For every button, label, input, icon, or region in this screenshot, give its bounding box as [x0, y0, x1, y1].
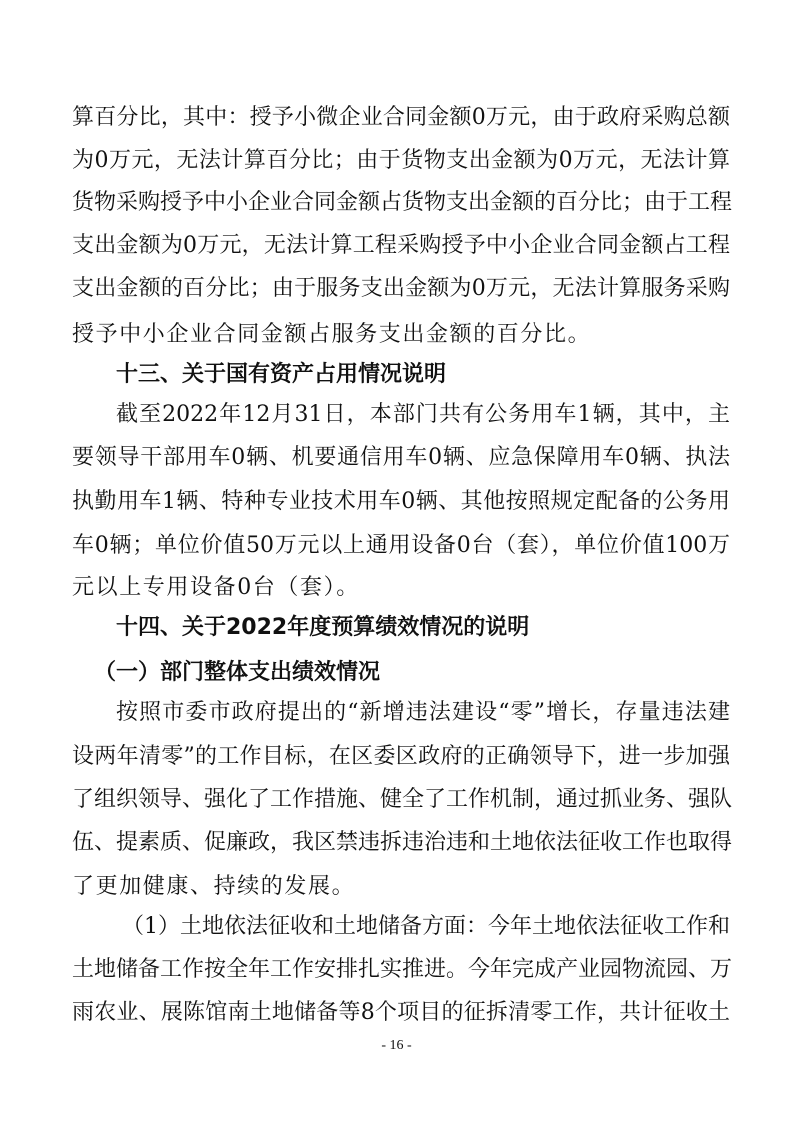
- body-line: 按照市委市政府提出的“新增违法建设“零”增长，存量违法建: [116, 700, 730, 725]
- body-line: 伍、提素质、促廉政，我区禁违拆违治违和土地依法征收工作也取得: [72, 830, 733, 855]
- page-number: - 16 -: [381, 1038, 412, 1053]
- body-line: 支出金额的百分比；由于服务支出金额为0万元，无法计算服务采购: [72, 276, 730, 301]
- section-heading-14: 十四、关于2022年度预算绩效情况的说明: [116, 615, 530, 640]
- body-line: 土地储备工作按全年工作安排扎实推进。今年完成产业园物流园、万: [72, 957, 733, 982]
- body-line: 车0辆；单位价值50万元以上通用设备0台（套），单位价值100万: [72, 533, 730, 558]
- body-line: 执勤用车1辆、特种专业技术用车0辆、其他按照规定配备的公务用: [72, 489, 730, 514]
- body-line: （1）土地依法征收和土地储备方面：今年土地依法征收工作和: [122, 914, 730, 939]
- body-line: 授予中小企业合同金额占服务支出金额的百分比。: [72, 322, 592, 347]
- body-line: 了组织领导、强化了工作措施、健全了工作机制，通过抓业务、强队: [72, 787, 733, 812]
- body-line: 要领导干部用车0辆、机要通信用车0辆、应急保障用车0辆、执法: [72, 445, 730, 470]
- section-heading-13: 十三、关于国有资产占用情况说明: [116, 362, 447, 387]
- body-line: 元以上专用设备0台（套）。: [72, 575, 360, 600]
- body-line: 货物采购授予中小企业合同金额占货物支出金额的百分比；由于工程: [72, 190, 733, 215]
- body-line: 算百分比，其中：授予小微企业合同金额0万元，由于政府采购总额: [72, 105, 730, 130]
- body-line: 设两年清零”的工作目标，在区委区政府的正确领导下，进一步加强: [72, 744, 730, 769]
- body-line: 支出金额为0万元，无法计算工程采购授予中小企业合同金额占工程: [72, 233, 730, 258]
- body-line: 雨农业、展陈馆南土地储备等8个项目的征拆清零工作，共计征收土: [72, 1000, 730, 1025]
- subsection-heading: （一）部门整体支出绩效情况: [94, 660, 381, 685]
- body-line: 截至2022年12月31日，本部门共有公务用车1辆，其中，主: [116, 402, 730, 427]
- body-line: 了更加健康、持续的发展。: [72, 874, 356, 899]
- body-line: 为0万元，无法计算百分比；由于货物支出金额为0万元，无法计算: [72, 148, 730, 173]
